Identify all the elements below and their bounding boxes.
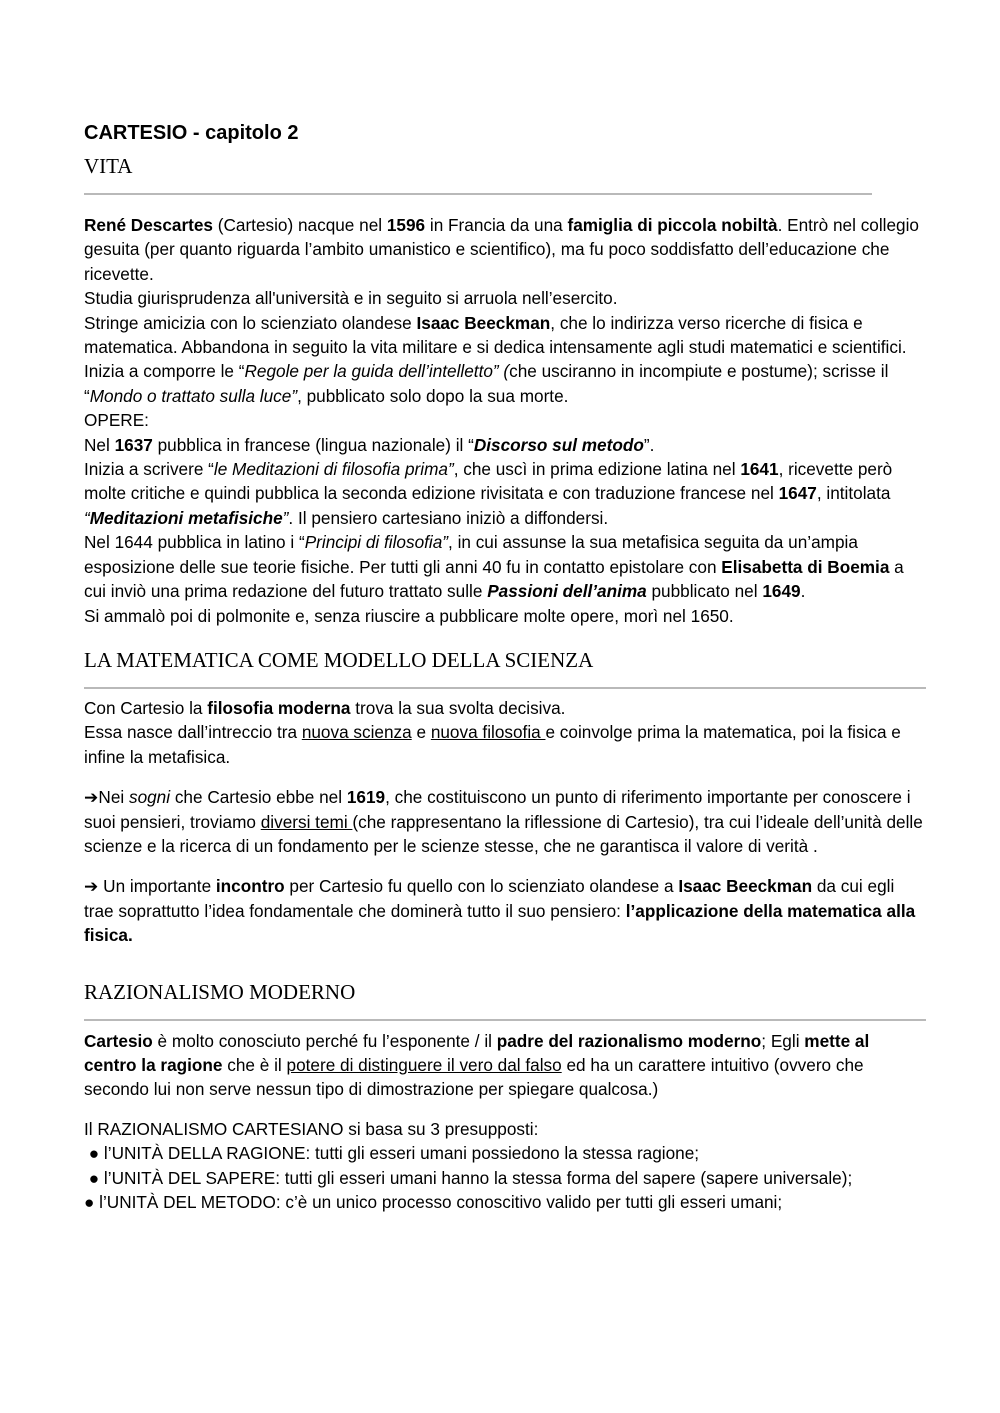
section-heading-vita: VITA [84, 154, 133, 178]
paragraph: René Descartes (Cartesio) nacque nel 1596 in Francia da una famiglia di piccola nobiltà. Entrò nel collegio gesuita (per quanto riguarda l’ambito umanistico e scientifico), ma fu poco soddisfatto dell’educazione che ricevette. [84, 215, 919, 284]
paragraph: Cartesio è molto conosciuto perché fu l’esponente / il padre del razionalismo moderno; Egli mette al centro la ragione che è il potere di distinguere il vero dal falso ed ha un carattere intuitivo (ovvero che secondo lui non serve nessun tipo di dimostrazione per spiegare qualcosa.) [84, 1030, 870, 1100]
section-razionalismo [84, 1029, 926, 1215]
section-divider [84, 193, 872, 195]
section-divider [84, 687, 926, 689]
paragraph: Il RAZIONALISMO CARTESIANO si basa su 3 presupposti: [84, 1118, 539, 1139]
paragraph: Con Cartesio la filosofia moderna trova la sua svolta decisiva. [84, 697, 566, 718]
paragraph: Nel 1637 pubblica in francese (lingua nazionale) il “Discorso sul metodo”. [84, 434, 655, 455]
document-page [84, 118, 926, 1214]
section-vita [84, 213, 926, 628]
section-heading-razionalismo: RAZIONALISMO MODERNO [84, 979, 356, 1004]
paragraph: Inizia a comporre le “Regole per la guida dell’intelletto” (che usciranno in incompiute e postume); scrisse il “Mondo o trattato sulla luce”, pubblicato solo dopo la sua morte. [84, 361, 889, 406]
section-divider [84, 1019, 926, 1021]
section-matematica [84, 696, 926, 948]
paragraph: Essa nasce dall’intreccio tra nuova scienza e nuova filosofia e coinvolge prima la matematica, poi la fisica e infine la metafisica. [84, 722, 901, 767]
section-heading-matematica: LA MATEMATICA COME MODELLO DELLA SCIENZA [84, 647, 594, 672]
list-item: ● l’UNITÀ DEL METODO: c’è un unico processo conoscitivo valido per tutti gli esseri umani; [84, 1192, 783, 1212]
paragraph: Studia giurisprudenza all'università e in seguito si arruola nell’esercito. [84, 288, 618, 309]
document-title: CARTESIO - capitolo 2 [84, 122, 299, 144]
list-item: ● l’UNITÀ DEL SAPERE: tutti gli esseri umani hanno la stessa forma del sapere (sapere universale); [84, 1167, 853, 1188]
paragraph: Nel 1644 pubblica in latino i “Principi di filosofia”, in cui assunse la sua metafisica seguita da un’ampia esposizione delle sue teorie fisiche. Per tutti gli anni 40 fu in contatto epistolare con Elisabetta di Boemia a cui inviò una prima redazione del futuro trattato sulle Passioni dell’anima pubblicato nel 1649. [84, 532, 904, 602]
paragraph: Inizia a scrivere “le Meditazioni di filosofia prima”, che uscì in prima edizione latina nel 1641, ricevette però molte critiche e quindi pubblica la seconda edizione rivisitata e con traduzione francese nel 1647, intitolata “Meditazioni metafisiche”. Il pensiero cartesiano iniziò a diffondersi. [84, 459, 893, 528]
paragraph: ➔ Un importante incontro per Cartesio fu quello con lo scienziato olandese a Isaac Beeckman da cui egli trae soprattutto l’idea fondamentale che dominerà tutto il suo pensiero: l’applicazione della matematica alla fisica. [84, 876, 916, 946]
paragraph: Stringe amicizia con lo scienziato olandese Isaac Beeckman, che lo indirizza verso ricerche di fisica e matematica. Abbandona in seguito la vita militare e si dedica intensamente agli studi matematici e scientifici. [84, 312, 907, 358]
paragraph: Si ammalò poi di polmonite e, senza riuscire a pubblicare molte opere, morì nel 1650. [84, 605, 734, 626]
paragraph: ➔Nei sogni che Cartesio ebbe nel 1619, che costituiscono un punto di riferimento importante per conoscere i suoi pensieri, troviamo diversi temi (che rappresentano la riflessione di Cartesio), tra cui l’ideale dell’unità delle scienze e la ricerca di un fondamento per le scienze stesse, che ne garantisca il valore di verità . [84, 787, 923, 856]
list-item: ● l’UNITÀ DELLA RAGIONE: tutti gli esseri umani possiedono la stessa ragione; [84, 1143, 700, 1164]
paragraph: OPERE: [84, 410, 149, 431]
